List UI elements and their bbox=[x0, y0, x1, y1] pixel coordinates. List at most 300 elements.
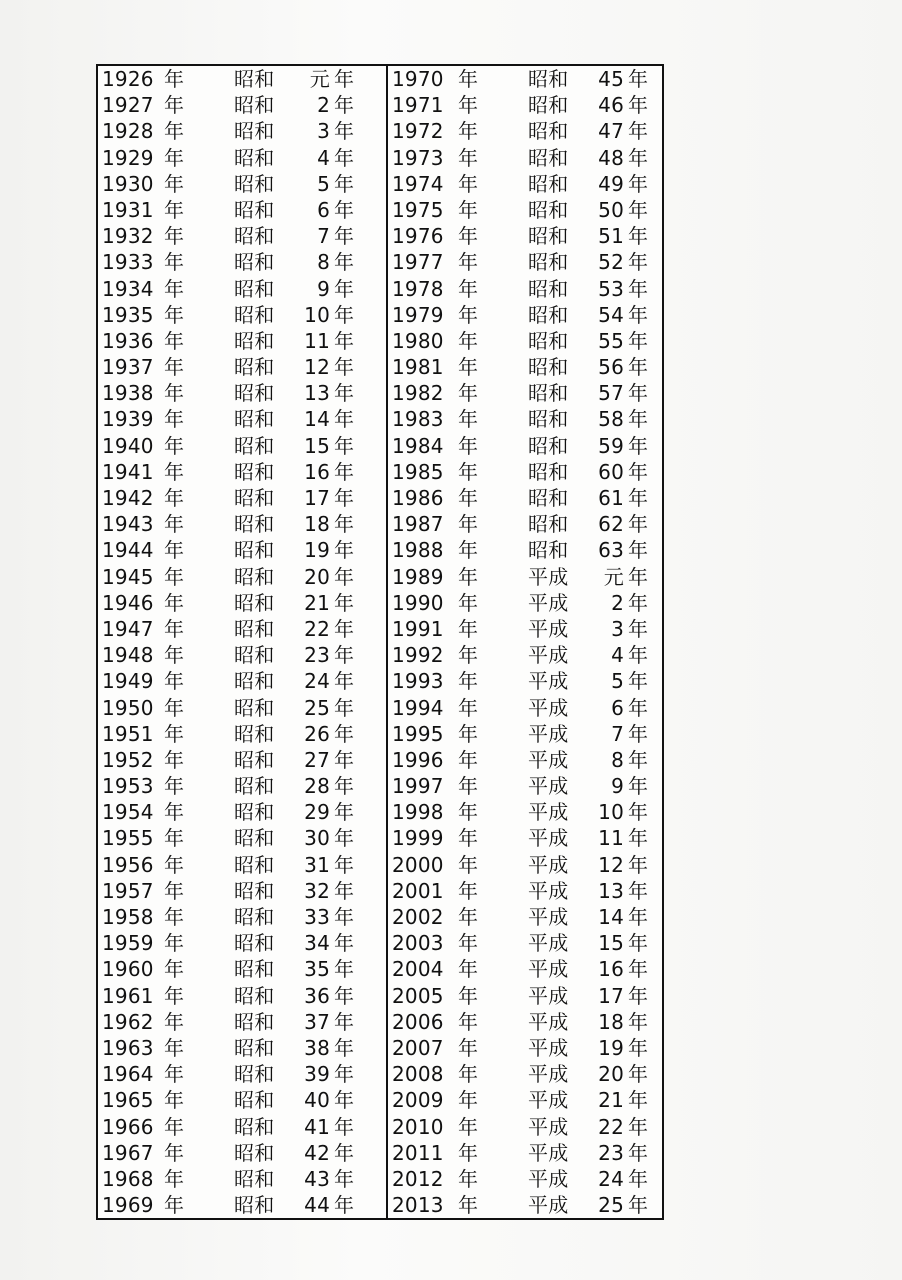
table-row bbox=[388, 799, 662, 825]
table-row bbox=[98, 1035, 386, 1061]
table-row bbox=[98, 564, 386, 590]
year-suffix: 年 bbox=[164, 747, 185, 772]
year-suffix: 年 bbox=[164, 669, 185, 694]
table-row bbox=[98, 66, 386, 92]
era-year-suffix: 年 bbox=[628, 1166, 649, 1191]
era-year-number: 18 bbox=[598, 1009, 624, 1034]
era-name: 昭和 bbox=[234, 302, 275, 327]
table-row bbox=[388, 276, 662, 302]
era-name: 昭和 bbox=[234, 145, 275, 170]
era-year-suffix: 年 bbox=[334, 721, 355, 746]
era-name: 昭和 bbox=[234, 250, 275, 275]
year-cell: 1943 bbox=[102, 512, 154, 537]
era-name: 昭和 bbox=[234, 197, 275, 222]
era-name: 昭和 bbox=[234, 538, 275, 563]
era-name: 昭和 bbox=[234, 93, 275, 118]
year-suffix: 年 bbox=[164, 1140, 185, 1165]
era-name: 昭和 bbox=[234, 878, 275, 903]
era-year-number: 55 bbox=[598, 328, 624, 353]
table-row bbox=[98, 380, 386, 406]
era-year-number: 8 bbox=[611, 747, 624, 772]
era-year-suffix: 年 bbox=[334, 512, 355, 537]
era-year-number: 8 bbox=[317, 250, 330, 275]
era-year-suffix: 年 bbox=[628, 931, 649, 956]
era-year-number: 44 bbox=[304, 1193, 330, 1218]
era-name: 昭和 bbox=[528, 197, 569, 222]
era-year-number: 20 bbox=[598, 1062, 624, 1087]
year-suffix: 年 bbox=[164, 826, 185, 851]
era-name: 昭和 bbox=[234, 1193, 275, 1218]
era-year-number: 59 bbox=[598, 433, 624, 458]
era-name: 昭和 bbox=[234, 931, 275, 956]
era-year-suffix: 年 bbox=[334, 224, 355, 249]
era-year-suffix: 年 bbox=[334, 197, 355, 222]
year-cell: 1964 bbox=[102, 1062, 154, 1087]
year-suffix: 年 bbox=[458, 1166, 479, 1191]
era-name: 昭和 bbox=[234, 1140, 275, 1165]
era-year-number: 12 bbox=[598, 852, 624, 877]
table-row bbox=[388, 956, 662, 982]
year-cell: 1994 bbox=[392, 695, 444, 720]
year-cell: 1992 bbox=[392, 643, 444, 668]
era-year-suffix: 年 bbox=[334, 1140, 355, 1165]
era-year-suffix: 年 bbox=[334, 1009, 355, 1034]
table-row bbox=[98, 485, 386, 511]
table-row bbox=[388, 302, 662, 328]
era-year-suffix: 年 bbox=[628, 1114, 649, 1139]
table-row bbox=[388, 1087, 662, 1113]
table-row bbox=[98, 118, 386, 144]
table-row bbox=[388, 66, 662, 92]
era-year-number: 49 bbox=[598, 171, 624, 196]
year-suffix: 年 bbox=[458, 276, 479, 301]
era-year-number: 10 bbox=[598, 800, 624, 825]
year-suffix: 年 bbox=[164, 1088, 185, 1113]
year-cell: 1968 bbox=[102, 1166, 154, 1191]
year-cell: 1982 bbox=[392, 381, 444, 406]
era-year-suffix: 年 bbox=[334, 171, 355, 196]
era-year-suffix: 年 bbox=[628, 302, 649, 327]
era-year-suffix: 年 bbox=[334, 774, 355, 799]
year-suffix: 年 bbox=[458, 590, 479, 615]
era-year-suffix: 年 bbox=[334, 983, 355, 1008]
era-year-number: 51 bbox=[598, 224, 624, 249]
era-year-suffix: 年 bbox=[628, 381, 649, 406]
year-suffix: 年 bbox=[458, 643, 479, 668]
table-row bbox=[98, 92, 386, 118]
era-year-number: 20 bbox=[304, 564, 330, 589]
era-name: 昭和 bbox=[528, 407, 569, 432]
year-cell: 2002 bbox=[392, 905, 444, 929]
table-row bbox=[98, 1009, 386, 1035]
year-suffix: 年 bbox=[164, 250, 185, 275]
era-year-suffix: 年 bbox=[628, 957, 649, 982]
era-year-number: 39 bbox=[304, 1062, 330, 1087]
era-year-number: 18 bbox=[304, 512, 330, 537]
year-suffix: 年 bbox=[458, 1009, 479, 1034]
era-year-suffix: 年 bbox=[334, 1193, 355, 1218]
era-year-suffix: 年 bbox=[334, 643, 355, 668]
year-cell: 2005 bbox=[392, 983, 444, 1008]
year-suffix: 年 bbox=[164, 721, 185, 746]
era-year-number: 45 bbox=[598, 67, 624, 91]
era-year-suffix: 年 bbox=[628, 486, 649, 510]
era-year-suffix: 年 bbox=[628, 459, 649, 484]
era-year-suffix: 年 bbox=[334, 800, 355, 825]
year-suffix: 年 bbox=[164, 67, 185, 91]
era-name: 昭和 bbox=[234, 695, 275, 720]
year-cell: 1990 bbox=[392, 590, 444, 615]
era-name: 昭和 bbox=[528, 250, 569, 275]
table-row bbox=[388, 642, 662, 668]
era-year-number: 61 bbox=[598, 486, 624, 510]
table-row bbox=[388, 249, 662, 275]
era-year-suffix: 年 bbox=[628, 93, 649, 118]
year-cell: 2009 bbox=[392, 1088, 444, 1113]
era-name: 昭和 bbox=[234, 1114, 275, 1139]
era-year-number: 36 bbox=[304, 983, 330, 1008]
era-year-suffix: 年 bbox=[628, 171, 649, 196]
year-cell: 1997 bbox=[392, 774, 444, 799]
year-suffix: 年 bbox=[164, 328, 185, 353]
era-year-suffix: 年 bbox=[628, 1035, 649, 1060]
era-name: 平成 bbox=[528, 1088, 569, 1113]
table-row bbox=[98, 1061, 386, 1087]
era-year-number: 11 bbox=[598, 826, 624, 851]
era-year-number: 5 bbox=[611, 669, 624, 694]
era-name: 平成 bbox=[528, 826, 569, 851]
table-row bbox=[388, 1114, 662, 1140]
year-suffix: 年 bbox=[458, 800, 479, 825]
year-cell: 2007 bbox=[392, 1035, 444, 1060]
era-year-suffix: 年 bbox=[628, 1062, 649, 1087]
era-year-number: 9 bbox=[317, 276, 330, 301]
table-row bbox=[98, 1192, 386, 1218]
table-row bbox=[98, 276, 386, 302]
era-name: 平成 bbox=[528, 1114, 569, 1139]
year-suffix: 年 bbox=[164, 1166, 185, 1191]
table-row bbox=[388, 328, 662, 354]
year-suffix: 年 bbox=[164, 1062, 185, 1087]
era-name: 昭和 bbox=[234, 276, 275, 301]
era-name: 昭和 bbox=[234, 433, 275, 458]
era-name: 平成 bbox=[528, 931, 569, 956]
table-row bbox=[388, 852, 662, 878]
year-cell: 1975 bbox=[392, 197, 444, 222]
era-year-suffix: 年 bbox=[628, 276, 649, 301]
era-year-suffix: 年 bbox=[334, 381, 355, 406]
era-name: 平成 bbox=[528, 1140, 569, 1165]
year-cell: 1950 bbox=[102, 695, 154, 720]
table-row bbox=[388, 983, 662, 1009]
era-name: 昭和 bbox=[528, 67, 569, 91]
era-year-suffix: 年 bbox=[334, 905, 355, 929]
year-suffix: 年 bbox=[164, 931, 185, 956]
year-cell: 2001 bbox=[392, 878, 444, 903]
year-suffix: 年 bbox=[164, 1009, 185, 1034]
year-cell: 1956 bbox=[102, 852, 154, 877]
era-year-suffix: 年 bbox=[334, 931, 355, 956]
era-year-number: 33 bbox=[304, 905, 330, 929]
year-suffix: 年 bbox=[458, 328, 479, 353]
year-cell: 2008 bbox=[392, 1062, 444, 1087]
year-suffix: 年 bbox=[458, 1114, 479, 1139]
era-year-number: 3 bbox=[611, 616, 624, 641]
era-year-suffix: 年 bbox=[334, 276, 355, 301]
year-cell: 1959 bbox=[102, 931, 154, 956]
year-cell: 1962 bbox=[102, 1009, 154, 1034]
era-name: 昭和 bbox=[234, 224, 275, 249]
era-year-suffix: 年 bbox=[628, 800, 649, 825]
era-year-suffix: 年 bbox=[628, 695, 649, 720]
era-name: 平成 bbox=[528, 774, 569, 799]
table-row bbox=[98, 590, 386, 616]
year-suffix: 年 bbox=[458, 826, 479, 851]
year-cell: 1972 bbox=[392, 119, 444, 144]
era-year-suffix: 年 bbox=[628, 67, 649, 91]
era-year-number: 16 bbox=[304, 459, 330, 484]
era-year-suffix: 年 bbox=[628, 197, 649, 222]
era-name: 昭和 bbox=[234, 1009, 275, 1034]
era-name: 昭和 bbox=[234, 1088, 275, 1113]
year-cell: 2013 bbox=[392, 1193, 444, 1218]
year-suffix: 年 bbox=[458, 878, 479, 903]
table-row bbox=[98, 511, 386, 537]
era-name: 昭和 bbox=[234, 774, 275, 799]
era-year-suffix: 年 bbox=[628, 774, 649, 799]
era-year-number: 13 bbox=[598, 878, 624, 903]
era-year-number: 23 bbox=[598, 1140, 624, 1165]
era-year-number: 57 bbox=[598, 381, 624, 406]
table-row bbox=[98, 406, 386, 432]
year-suffix: 年 bbox=[164, 276, 185, 301]
era-year-suffix: 年 bbox=[334, 1088, 355, 1113]
era-year-number: 22 bbox=[598, 1114, 624, 1139]
table-row bbox=[388, 1192, 662, 1218]
table-row bbox=[388, 564, 662, 590]
year-suffix: 年 bbox=[164, 852, 185, 877]
year-suffix: 年 bbox=[164, 957, 185, 982]
year-cell: 2000 bbox=[392, 852, 444, 877]
table-row bbox=[98, 145, 386, 171]
era-year-suffix: 年 bbox=[628, 852, 649, 877]
year-cell: 1935 bbox=[102, 302, 154, 327]
year-suffix: 年 bbox=[458, 1062, 479, 1087]
year-suffix: 年 bbox=[458, 197, 479, 222]
year-suffix: 年 bbox=[458, 302, 479, 327]
era-name: 平成 bbox=[528, 852, 569, 877]
year-suffix: 年 bbox=[164, 355, 185, 380]
era-year-suffix: 年 bbox=[334, 145, 355, 170]
table-row bbox=[388, 930, 662, 956]
year-cell: 1965 bbox=[102, 1088, 154, 1113]
year-cell: 1993 bbox=[392, 669, 444, 694]
era-year-suffix: 年 bbox=[628, 1140, 649, 1165]
era-year-suffix: 年 bbox=[334, 878, 355, 903]
era-year-suffix: 年 bbox=[628, 826, 649, 851]
year-cell: 1954 bbox=[102, 800, 154, 825]
era-year-number: 48 bbox=[598, 145, 624, 170]
era-year-suffix: 年 bbox=[628, 721, 649, 746]
year-suffix: 年 bbox=[458, 171, 479, 196]
era-name: 昭和 bbox=[528, 93, 569, 118]
year-cell: 1940 bbox=[102, 433, 154, 458]
era-name: 平成 bbox=[528, 590, 569, 615]
era-name: 平成 bbox=[528, 695, 569, 720]
table-row bbox=[98, 433, 386, 459]
year-suffix: 年 bbox=[458, 224, 479, 249]
year-cell: 1958 bbox=[102, 905, 154, 929]
table-row bbox=[98, 747, 386, 773]
era-name: 平成 bbox=[528, 1193, 569, 1218]
table-row bbox=[98, 328, 386, 354]
table-row bbox=[98, 642, 386, 668]
era-year-number: 25 bbox=[304, 695, 330, 720]
table-row bbox=[388, 145, 662, 171]
table-row bbox=[388, 773, 662, 799]
era-name: 昭和 bbox=[528, 433, 569, 458]
year-suffix: 年 bbox=[458, 355, 479, 380]
year-suffix: 年 bbox=[164, 643, 185, 668]
era-year-suffix: 年 bbox=[334, 564, 355, 589]
era-name: 昭和 bbox=[234, 747, 275, 772]
year-cell: 1985 bbox=[392, 459, 444, 484]
era-year-number: 30 bbox=[304, 826, 330, 851]
table-row bbox=[388, 1009, 662, 1035]
year-cell: 1988 bbox=[392, 538, 444, 563]
table-row bbox=[98, 956, 386, 982]
table-row bbox=[98, 616, 386, 642]
era-name: 昭和 bbox=[528, 171, 569, 196]
era-name: 昭和 bbox=[528, 486, 569, 510]
year-cell: 1960 bbox=[102, 957, 154, 982]
table-row bbox=[98, 695, 386, 721]
era-year-suffix: 年 bbox=[628, 1088, 649, 1113]
era-year-number: 50 bbox=[598, 197, 624, 222]
year-cell: 1981 bbox=[392, 355, 444, 380]
era-name: 昭和 bbox=[528, 538, 569, 563]
year-suffix: 年 bbox=[458, 774, 479, 799]
era-year-suffix: 年 bbox=[334, 250, 355, 275]
era-year-number: 26 bbox=[304, 721, 330, 746]
era-year-suffix: 年 bbox=[334, 119, 355, 144]
era-name: 平成 bbox=[528, 1009, 569, 1034]
era-name: 昭和 bbox=[234, 355, 275, 380]
era-year-suffix: 年 bbox=[628, 538, 649, 563]
era-year-suffix: 年 bbox=[334, 67, 355, 91]
era-name: 昭和 bbox=[234, 459, 275, 484]
era-year-suffix: 年 bbox=[334, 302, 355, 327]
year-cell: 1983 bbox=[392, 407, 444, 432]
year-suffix: 年 bbox=[458, 1193, 479, 1218]
year-suffix: 年 bbox=[458, 721, 479, 746]
era-year-number: 11 bbox=[304, 328, 330, 353]
era-year-suffix: 年 bbox=[628, 512, 649, 537]
era-year-suffix: 年 bbox=[334, 1114, 355, 1139]
year-suffix: 年 bbox=[458, 1140, 479, 1165]
year-suffix: 年 bbox=[164, 224, 185, 249]
era-year-number: 10 bbox=[304, 302, 330, 327]
era-year-number: 21 bbox=[598, 1088, 624, 1113]
table-row bbox=[388, 878, 662, 904]
table-row bbox=[98, 930, 386, 956]
table-row bbox=[98, 799, 386, 825]
era-name: 昭和 bbox=[234, 407, 275, 432]
era-name: 昭和 bbox=[528, 145, 569, 170]
era-year-number: 19 bbox=[304, 538, 330, 563]
era-year-number: 16 bbox=[598, 957, 624, 982]
year-cell: 1928 bbox=[102, 119, 154, 144]
table-row bbox=[388, 92, 662, 118]
table-row bbox=[388, 668, 662, 694]
table-row bbox=[388, 380, 662, 406]
era-name: 昭和 bbox=[528, 512, 569, 537]
era-name: 昭和 bbox=[234, 1166, 275, 1191]
year-cell: 1955 bbox=[102, 826, 154, 851]
table-row bbox=[388, 695, 662, 721]
year-suffix: 年 bbox=[458, 747, 479, 772]
era-year-number: 13 bbox=[304, 381, 330, 406]
year-suffix: 年 bbox=[164, 119, 185, 144]
year-suffix: 年 bbox=[164, 878, 185, 903]
year-cell: 1929 bbox=[102, 145, 154, 170]
year-suffix: 年 bbox=[458, 459, 479, 484]
era-year-number: 22 bbox=[304, 616, 330, 641]
year-suffix: 年 bbox=[164, 695, 185, 720]
era-year-suffix: 年 bbox=[628, 983, 649, 1008]
era-year-number: 元 bbox=[603, 564, 624, 589]
year-cell: 1991 bbox=[392, 616, 444, 641]
era-name: 昭和 bbox=[234, 381, 275, 406]
era-year-number: 63 bbox=[598, 538, 624, 563]
year-cell: 1926 bbox=[102, 67, 154, 91]
table-row bbox=[388, 1035, 662, 1061]
era-year-suffix: 年 bbox=[628, 145, 649, 170]
table-row bbox=[388, 118, 662, 144]
era-year-suffix: 年 bbox=[334, 616, 355, 641]
era-year-number: 29 bbox=[304, 800, 330, 825]
era-year-number: 2 bbox=[611, 590, 624, 615]
table-row bbox=[98, 1087, 386, 1113]
year-suffix: 年 bbox=[458, 852, 479, 877]
era-year-number: 4 bbox=[611, 643, 624, 668]
era-year-suffix: 年 bbox=[334, 1166, 355, 1191]
table-row bbox=[388, 354, 662, 380]
year-suffix: 年 bbox=[164, 512, 185, 537]
year-cell: 1971 bbox=[392, 93, 444, 118]
year-suffix: 年 bbox=[164, 433, 185, 458]
year-cell: 1930 bbox=[102, 171, 154, 196]
year-cell: 1986 bbox=[392, 486, 444, 510]
year-cell: 1967 bbox=[102, 1140, 154, 1165]
era-year-number: 37 bbox=[304, 1009, 330, 1034]
era-name: 平成 bbox=[528, 643, 569, 668]
year-suffix: 年 bbox=[164, 197, 185, 222]
era-year-number: 23 bbox=[304, 643, 330, 668]
table-row bbox=[98, 773, 386, 799]
era-name: 昭和 bbox=[528, 328, 569, 353]
year-cell: 2012 bbox=[392, 1166, 444, 1191]
table-row bbox=[388, 1166, 662, 1192]
table-row bbox=[98, 302, 386, 328]
table-row bbox=[98, 904, 386, 930]
year-cell: 1942 bbox=[102, 486, 154, 510]
era-year-number: 17 bbox=[304, 486, 330, 510]
year-suffix: 年 bbox=[458, 433, 479, 458]
era-year-number: 19 bbox=[598, 1035, 624, 1060]
table-row bbox=[388, 433, 662, 459]
era-year-suffix: 年 bbox=[628, 747, 649, 772]
